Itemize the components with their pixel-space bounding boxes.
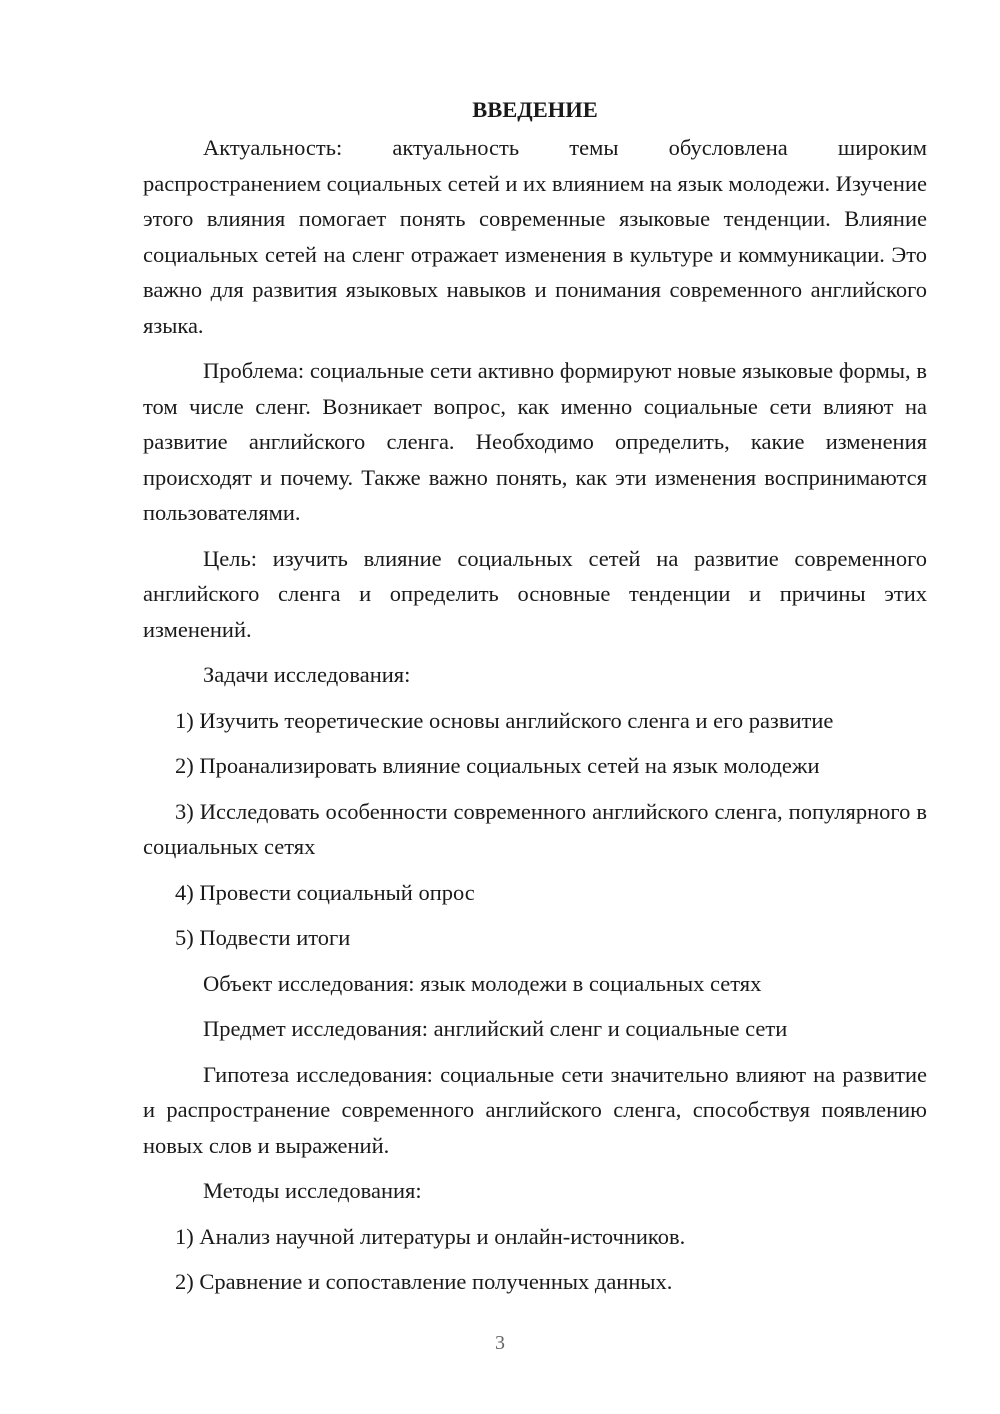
relevance-paragraph: Актуальность: актуальность темы обусловлена широким распространением социальных сетей и их влиянием на язык молодежи. Изучение этого влияния помогает понять современные языковые тенденции. Влияние социальных сетей на сленг отражает изменения в культуре и коммуникации. Это важно для развития языковых навыков и понимания современного английского языка. xyxy=(143,135,927,338)
methods-heading: Методы исследования: xyxy=(203,1178,422,1203)
page-number: 3 xyxy=(495,1332,505,1354)
task-item: 5) Подвести итоги xyxy=(175,925,351,950)
document-page xyxy=(143,92,927,1310)
task-item: 3) Исследовать особенности современного английского сленга, популярного в социальных сетях xyxy=(143,798,927,859)
research-object: Объект исследования: язык молодежи в социальных сетях xyxy=(203,970,762,996)
tasks-heading: Задачи исследования: xyxy=(203,662,411,687)
hypothesis-paragraph: Гипотеза исследования: социальные сети значительно влияют на развитие и распространение современного английского сленга, способствуя появлению новых слов и выражений. xyxy=(143,1061,927,1158)
problem-paragraph: Проблема: социальные сети активно формируют новые языковые формы, в том числе сленг. Возникает вопрос, как именно социальные сети влияют на развитие английского сленга. Необходимо определить, какие изменения происходят и почему. Также важно понять, как эти изменения воспринимаются пользователями. xyxy=(143,358,927,525)
task-item: 4) Провести социальный опрос xyxy=(175,879,475,905)
method-item: 2) Сравнение и сопоставление полученных данных. xyxy=(175,1269,673,1294)
research-subject: Предмет исследования: английский сленг и социальные сети xyxy=(203,1016,788,1041)
goal-paragraph: Цель: изучить влияние социальных сетей на развитие современного английского сленга и определить основные тенденции и причины этих изменений. xyxy=(143,545,927,642)
task-item: 1) Изучить теоретические основы английского сленга и его развитие xyxy=(175,707,834,733)
section-title: ВВЕДЕНИЕ xyxy=(472,97,598,122)
method-item: 1) Анализ научной литературы и онлайн-источников. xyxy=(175,1223,686,1249)
task-item: 2) Проанализировать влияние социальных сетей на язык молодежи xyxy=(175,753,820,778)
